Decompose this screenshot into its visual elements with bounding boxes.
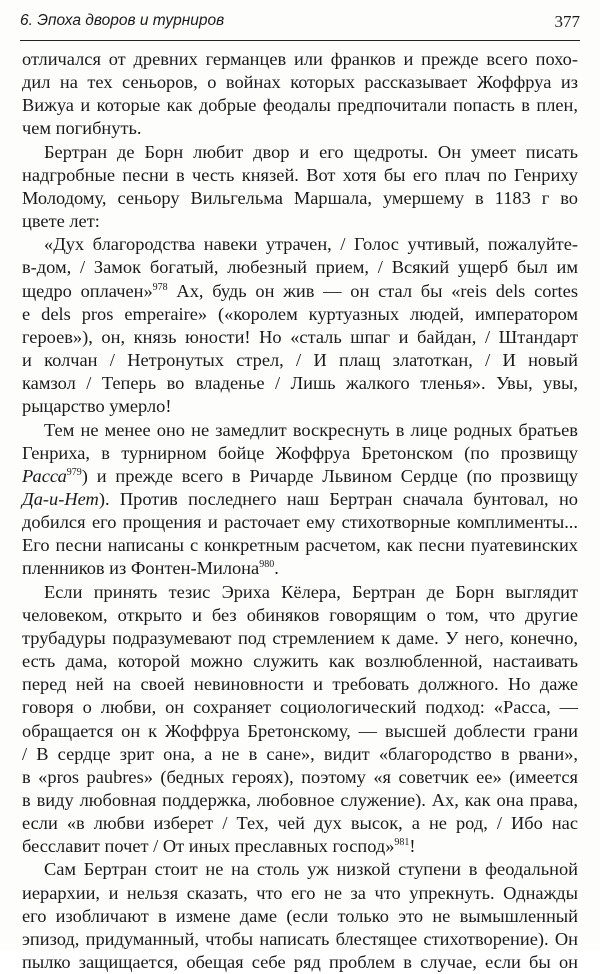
text-line: его изобличают в измене даме (если только это не вымышленный bbox=[22, 905, 578, 926]
page-number: 377 bbox=[554, 12, 580, 31]
text-line: иерархии, и нельзя сказать, что его не за что упрекнуть. Однажды bbox=[22, 882, 578, 903]
text-line: эпизод, придуманный, чтобы написать блестящее стихотворение). Он bbox=[22, 928, 578, 949]
text-line: есть дама, которой можно служить как возлюбленной, настаивать bbox=[22, 651, 578, 672]
text-fragment: ! bbox=[409, 836, 416, 857]
text-line: и колчан / Нетронутых стрел, / И плащ златоткан, / И новый bbox=[22, 350, 578, 371]
paragraph bbox=[22, 858, 578, 974]
text-line: чем погибнуть. bbox=[22, 118, 142, 139]
running-header bbox=[20, 10, 580, 41]
footnote-marker: 978 bbox=[152, 281, 168, 293]
footnote-marker: 980 bbox=[259, 559, 275, 571]
footnote-marker: 981 bbox=[394, 837, 410, 849]
text-line bbox=[22, 835, 578, 858]
text-line: цвете лет: bbox=[22, 211, 100, 232]
text-line: Если принять тезис Эриха Кёлера, Бертран де Борн выглядит bbox=[44, 581, 578, 602]
text-line: Тем не менее оно не замедлит воскреснуть в лице родных братьев bbox=[44, 419, 578, 440]
paragraph bbox=[22, 141, 578, 234]
text-fragment: пленников из Фонтен-Милона bbox=[22, 558, 260, 579]
text-line: e dels pros emperaire» («королем куртуазных людей, императором bbox=[22, 303, 578, 324]
text-fragment: Ах, будь он жив — он стал бы «reis dels cortes bbox=[176, 280, 578, 301]
text-line bbox=[22, 465, 578, 488]
text-line: надгробные песни в честь князей. Вот хотя бы его плач по Генриху bbox=[22, 164, 578, 185]
paragraph bbox=[22, 233, 578, 418]
paragraph bbox=[22, 581, 578, 859]
text-line: добился его прощения и расточает ему стихотворные комплименты... bbox=[22, 512, 578, 533]
running-title: 6. Эпоха дворов и турниров bbox=[20, 12, 225, 29]
text-line bbox=[22, 280, 578, 303]
text-line: пленников из Фонтен-Милона$^{980}$. bbox=[22, 558, 279, 579]
text-fragment: ) и прежде всего в Ричарде Львином Сердце (по прозвищу bbox=[81, 465, 578, 486]
text-line: если «в любви изберет / Тех, чей дух высок, а не род, / Ибо нас bbox=[22, 813, 578, 834]
text-line: пылко защищается, обещая себе ряд проблем в случае, если бы он bbox=[22, 952, 578, 973]
text-line: Вижуа и которые как добрые феодалы предпочитали попасть в плен, bbox=[22, 95, 578, 116]
text-line: камзол / Теперь во владенье / Лишь жалкого тленья». Увы, увы, bbox=[22, 373, 578, 394]
text-line bbox=[22, 488, 578, 511]
paragraph bbox=[22, 48, 578, 141]
text-line: говоря о любви, он сохраняет социологический подход: «Расса, — bbox=[22, 697, 578, 718]
text-line: в виду любовная поддержка, любовное служение). Ах, как она права, bbox=[22, 790, 578, 810]
text-line: «Дух благородства навеки утрачен, / Голос учтивый, пожалуйте- bbox=[44, 234, 578, 255]
text-line: героев»), он, князь юности! Но «сталь шпаг и байдан, / Штандарт bbox=[22, 326, 578, 347]
text-line: рыцарство умерло! bbox=[22, 396, 172, 417]
text-line: обращается он к Жоффруа Бретонскому, — высшей доблести грани bbox=[22, 720, 578, 741]
text-line: дил на тех сеньоров, о войнах которых рассказывает Жоффруа из bbox=[22, 72, 578, 93]
text-line: / В сердце зрит она, а не в сане», видит «благородство в рвани», bbox=[22, 743, 578, 764]
text-line: Генриха, в турнирном бойце Жоффруа Бретонском (по прозвищу bbox=[22, 442, 578, 463]
body-text bbox=[22, 48, 578, 974]
text-line: человеком, открыто и без обиняков говорящим о том, что другие bbox=[22, 604, 578, 625]
text-line: трубадуры подразумевают под стремлением к даме. У него, конечно, bbox=[22, 627, 578, 648]
text-line: Молодому, сеньору Вильгельма Маршала, умершему в 1183 г во bbox=[22, 187, 578, 208]
quote-fragment: щедро оплачен» bbox=[22, 280, 153, 301]
text-line: в «pros paubres» (бедных героях), поэтому «я советчик ее» (имеется bbox=[22, 766, 578, 787]
text-line: Его песни написаны с конкретным расчетом, как песни пуатевинских bbox=[22, 535, 578, 556]
paragraph bbox=[22, 419, 578, 581]
text-line: в-дом, / Замок богатый, любезный прием, / Всякий ущерб был им bbox=[22, 257, 578, 278]
nickname-rassa: Расса bbox=[22, 465, 67, 486]
footnote-marker: 979 bbox=[66, 466, 82, 478]
text-line: Сам Бертран стоит не на столь уж низкой ступени в феодальной bbox=[44, 859, 578, 880]
nickname-da-i-net: Да-и-Нет bbox=[22, 488, 99, 509]
text-line: перед ней на своей невиновности и требовать должного. Но даже bbox=[22, 674, 578, 695]
text-line: отличался от древних германцев или франков и прежде всего похо- bbox=[22, 49, 578, 69]
text-fragment: бесславит почет / От иных преславных господ» bbox=[22, 836, 395, 857]
text-fragment: ). Против последнего наш Бертран сначала бунтовал, но bbox=[98, 488, 578, 509]
text-line: Бертран де Борн любит двор и его щедроты. Он умеет писать bbox=[44, 141, 578, 162]
